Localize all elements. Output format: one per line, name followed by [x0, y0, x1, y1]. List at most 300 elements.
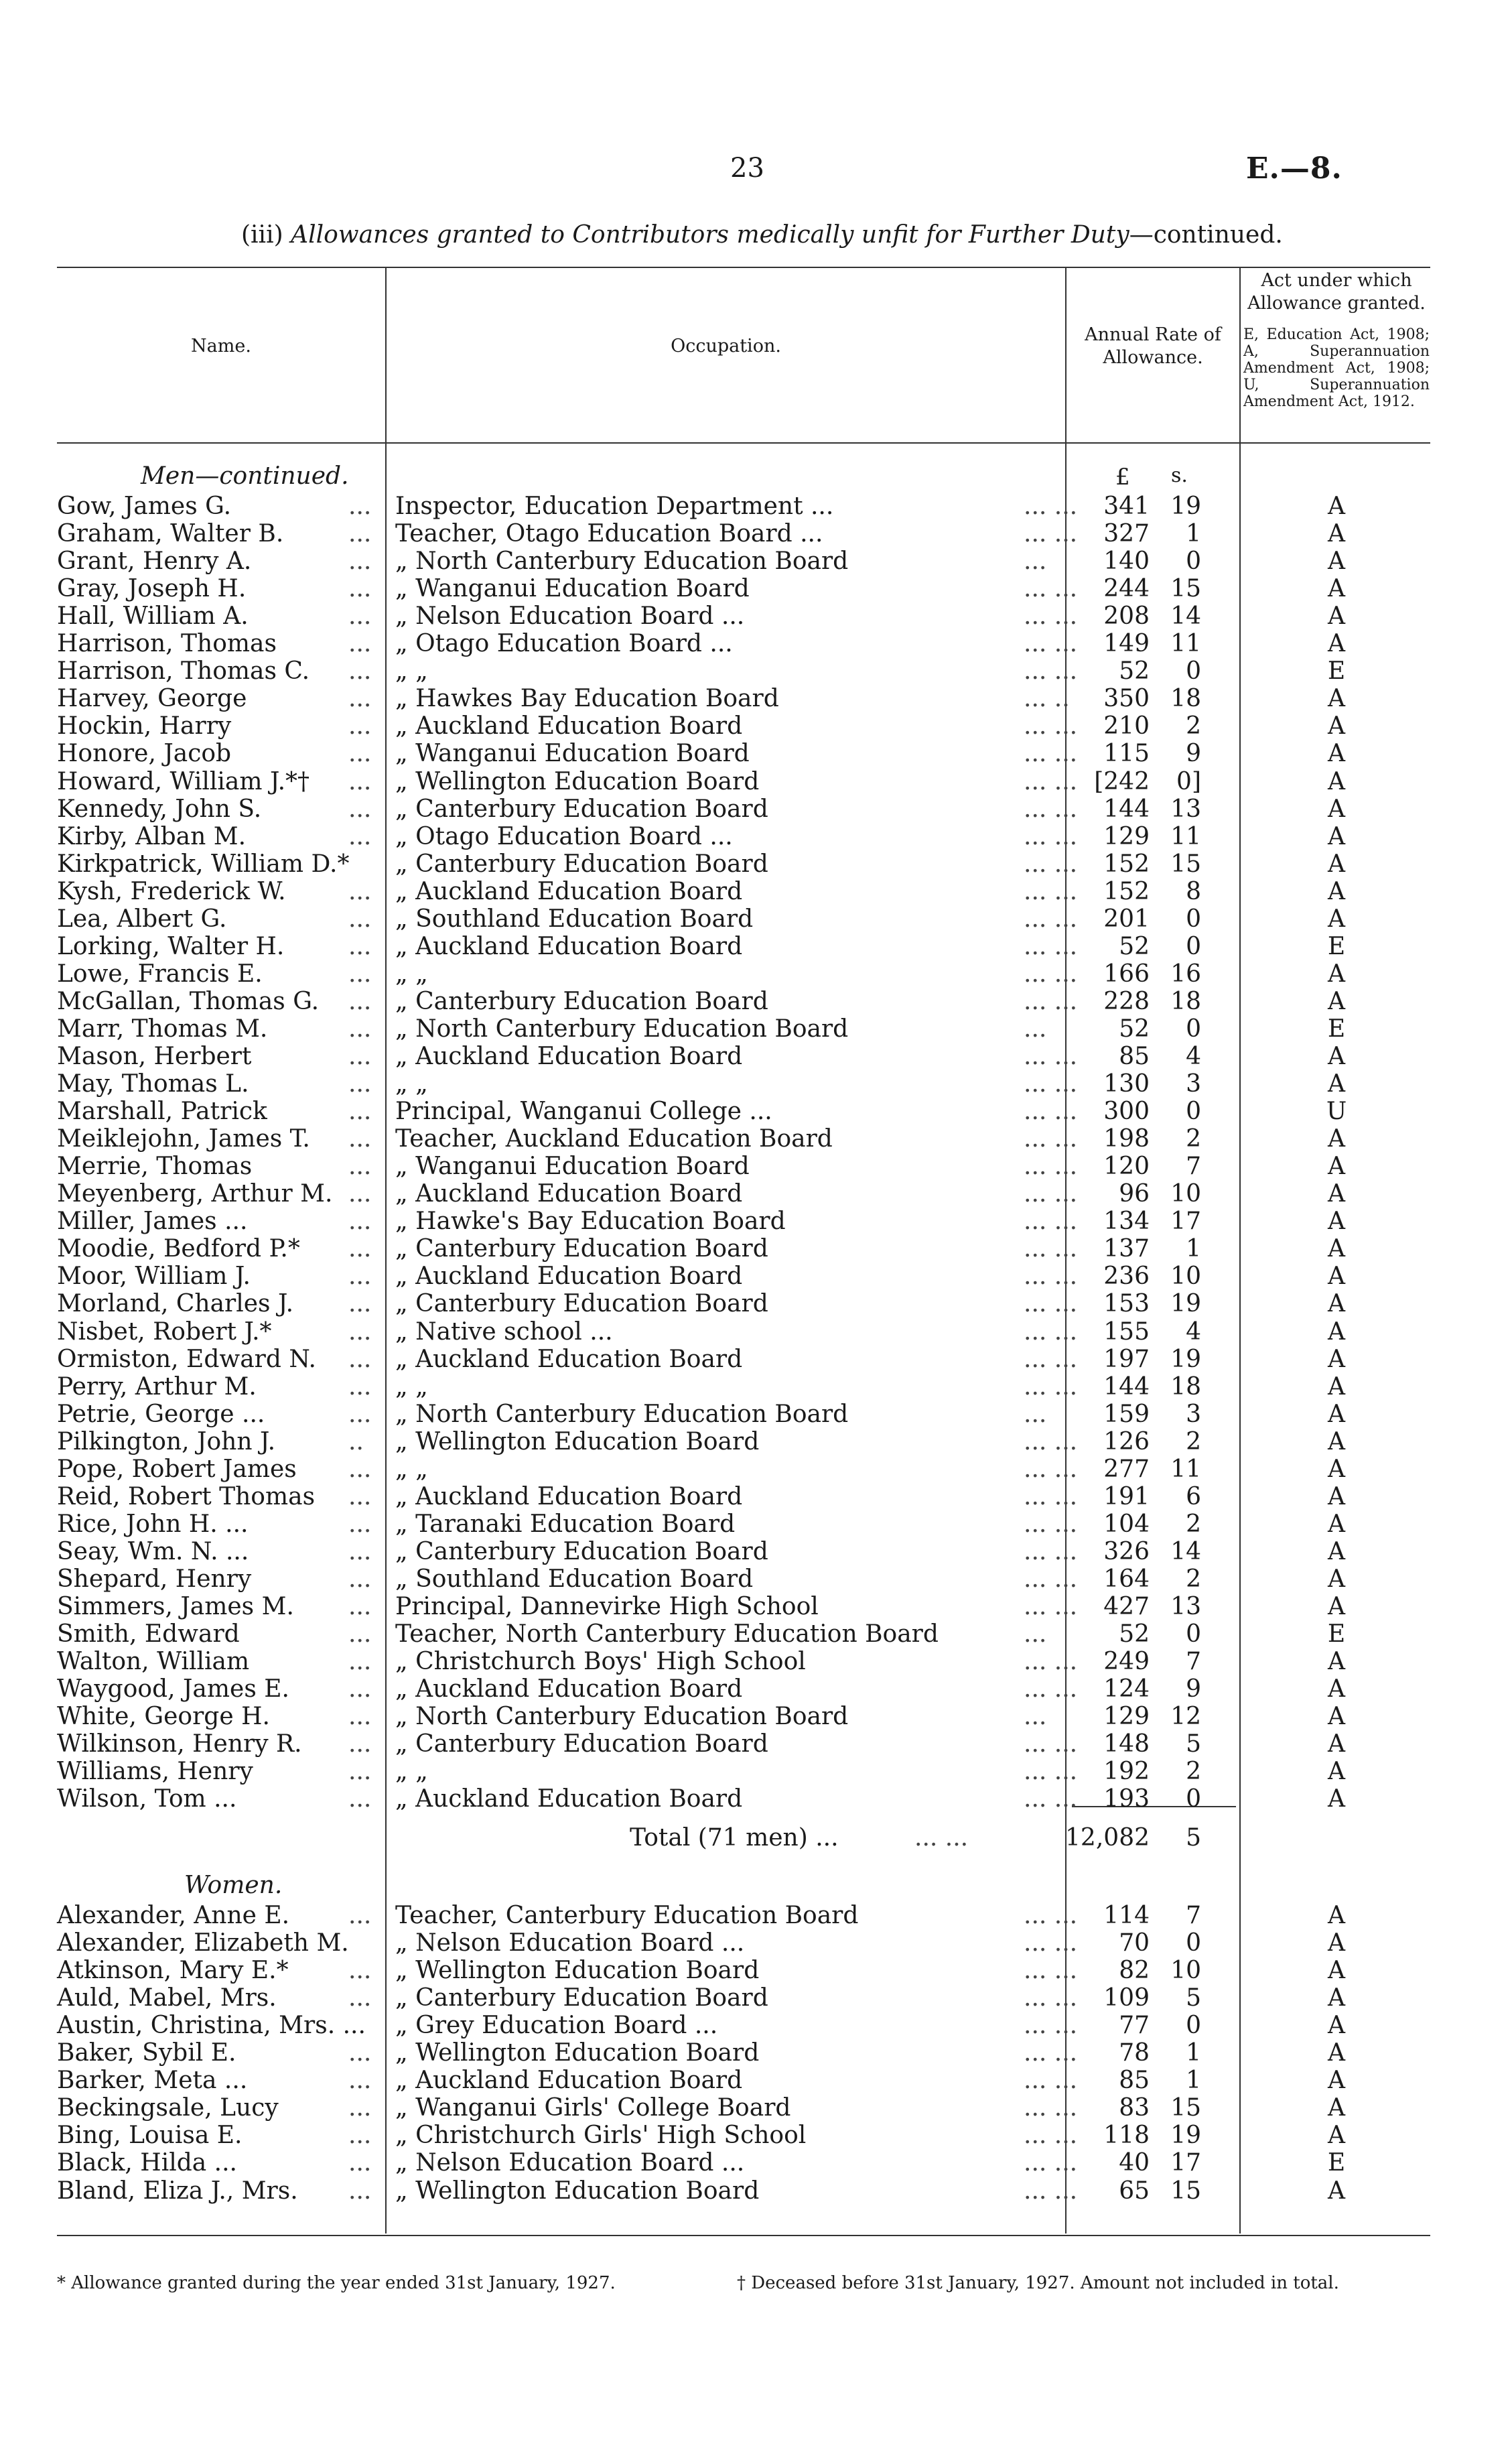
table-row: [0, 657, 1512, 685]
pounds-cell: 77: [1119, 2012, 1150, 2040]
table-row: [0, 960, 1512, 988]
leader-dots: ...: [348, 602, 372, 631]
act-cell: A: [1328, 850, 1345, 878]
name-cell: Merrie, Thomas: [57, 1153, 253, 1181]
leader-dots: ... ...: [1024, 960, 1078, 988]
table-row: [0, 850, 1512, 878]
act-cell: A: [1328, 960, 1345, 988]
name-cell: Marshall, Patrick: [57, 1098, 267, 1126]
shillings-cell: 19: [1170, 493, 1201, 520]
name-cell: Alexander, Elizabeth M.: [57, 1929, 349, 1957]
pounds-cell: 164: [1103, 1565, 1150, 1593]
act-cell: A: [1328, 1565, 1345, 1593]
leader-dots: ... ...: [1024, 1180, 1078, 1208]
leader-dots: ... ...: [1024, 740, 1078, 768]
leader-dots: ... ...: [1024, 2039, 1078, 2067]
shillings-cell: 10: [1170, 1180, 1201, 1208]
pounds-cell: 166: [1103, 960, 1150, 988]
pounds-cell: 85: [1119, 2067, 1150, 2095]
act-cell: A: [1328, 795, 1345, 823]
shillings-cell: 18: [1170, 1372, 1201, 1401]
leader-dots: ... ...: [1024, 2012, 1078, 2040]
pounds-cell: 228: [1103, 987, 1150, 1015]
shillings-cell: 8: [1186, 877, 1201, 905]
occupation-cell: „ Grey Education Board ...: [395, 2012, 718, 2040]
leader-dots: ...: [348, 1957, 372, 1985]
footnote-dagger: † Deceased before 31st January, 1927. Amount not included in total.: [737, 2273, 1339, 2293]
occupation-cell: „ Wanganui Education Board: [395, 740, 750, 768]
col-header-rate: [1067, 324, 1239, 369]
pounds-cell: 115: [1103, 740, 1150, 768]
shillings-symbol: s.: [1171, 464, 1188, 487]
name-cell: Rice, John H. ...: [57, 1510, 249, 1538]
name-cell: Reid, Robert Thomas: [57, 1482, 316, 1510]
leader-dots: ...: [348, 795, 372, 823]
name-cell: Kirkpatrick, William D.*: [57, 850, 350, 878]
act-cell: A: [1328, 712, 1345, 740]
shillings-cell: 11: [1170, 1455, 1201, 1483]
pounds-cell: 152: [1103, 877, 1150, 905]
table-row: [0, 1070, 1512, 1098]
pounds-cell: 140: [1103, 547, 1150, 576]
occupation-cell: „ Canterbury Education Board: [395, 795, 768, 823]
shillings-cell: 3: [1186, 1400, 1201, 1428]
shillings-cell: 2: [1186, 1510, 1201, 1538]
pounds-cell: 236: [1103, 1262, 1150, 1291]
act-cell: A: [1328, 1180, 1345, 1208]
occupation-cell: „ Wellington Education Board: [395, 2039, 760, 2067]
leader-dots: ... ...: [1024, 1208, 1078, 1236]
name-cell: Moor, William J.: [57, 1262, 251, 1291]
act-cell: E: [1327, 2149, 1346, 2177]
table-row: [0, 1262, 1512, 1290]
act-cell: A: [1328, 2122, 1345, 2150]
leader-dots: ...: [348, 547, 372, 576]
table-row: [0, 1235, 1512, 1262]
table-row: [0, 1703, 1512, 1730]
leader-dots: ... ...: [1024, 1235, 1078, 1263]
leader-dots: ...: [348, 1317, 372, 1346]
pounds-cell: 120: [1103, 1153, 1150, 1181]
pounds-cell: 300: [1103, 1098, 1150, 1126]
pounds-cell: 78: [1119, 2039, 1150, 2067]
leader-dots: ...: [348, 960, 372, 988]
table-row: [0, 1290, 1512, 1317]
occupation-cell: „ Auckland Education Board: [395, 1043, 743, 1070]
occupation-cell: „ Auckland Education Board: [395, 1482, 743, 1510]
shillings-cell: 1: [1186, 2067, 1201, 2095]
shillings-cell: 11: [1170, 630, 1201, 658]
act-cell: A: [1328, 1929, 1345, 1957]
leader-dots: ... ...: [1024, 520, 1078, 548]
occupation-cell: „ Canterbury Education Board: [395, 987, 768, 1015]
name-cell: Perry, Arthur M.: [57, 1372, 257, 1401]
act-cell: A: [1328, 493, 1345, 520]
act-cell: A: [1328, 1317, 1345, 1346]
act-cell: A: [1328, 575, 1345, 603]
act-cell: A: [1328, 1208, 1345, 1236]
pounds-cell: 52: [1119, 1620, 1150, 1648]
shillings-cell: 9: [1186, 1675, 1201, 1703]
leader-dots: ...: [348, 1482, 372, 1510]
shillings-cell: 2: [1186, 712, 1201, 740]
occupation-cell: „ Canterbury Education Board: [395, 1730, 768, 1758]
shillings-cell: 15: [1170, 575, 1201, 603]
occupation-cell: Inspector, Education Department ...: [395, 493, 834, 520]
pounds-cell: 129: [1103, 1703, 1150, 1731]
occupation-cell: „ Christchurch Girls' High School: [395, 2122, 807, 2150]
name-cell: Howard, William J.*†: [57, 767, 310, 795]
leader-dots: ...: [348, 575, 372, 603]
shillings-cell: 13: [1170, 795, 1201, 823]
occupation-cell: „ Auckland Education Board: [395, 1180, 743, 1208]
leader-dots: ...: [348, 1070, 372, 1098]
name-cell: Seay, Wm. N. ...: [57, 1537, 249, 1565]
name-cell: Grant, Henry A.: [57, 547, 252, 576]
table-row: [0, 1785, 1512, 1813]
shillings-cell: 0: [1186, 547, 1201, 576]
name-cell: Beckingsale, Lucy: [57, 2094, 279, 2122]
total-shillings: 5: [1186, 1824, 1201, 1852]
leader-dots: ...: [348, 1372, 372, 1401]
shillings-cell: 0: [1186, 1015, 1201, 1043]
name-cell: Marr, Thomas M.: [57, 1015, 268, 1043]
table-row: [0, 768, 1512, 795]
act-cell: A: [1328, 1153, 1345, 1181]
table-row: [0, 2122, 1512, 2149]
name-cell: Harrison, Thomas: [57, 630, 277, 658]
table-row: [0, 1098, 1512, 1125]
act-cell: A: [1328, 1510, 1345, 1538]
occupation-cell: Principal, Wanganui College ...: [395, 1098, 772, 1126]
leader-dots: ...: [348, 1125, 372, 1153]
shillings-cell: 15: [1170, 850, 1201, 878]
leader-dots: ... ...: [1024, 1593, 1078, 1620]
leader-dots: ... ...: [1024, 1427, 1078, 1455]
leader-dots: ...: [348, 1400, 372, 1428]
pounds-cell: 52: [1119, 1015, 1150, 1043]
heading-title: Allowances granted to Contributors medically unfit for Further Duty: [291, 221, 1129, 249]
occupation-cell: Teacher, North Canterbury Education Board: [395, 1620, 939, 1648]
occupation-cell: „ „: [395, 1758, 428, 1786]
occupation-cell: „ Auckland Education Board: [395, 2067, 743, 2095]
name-cell: Austin, Christina, Mrs. ...: [57, 2012, 366, 2040]
pounds-symbol: £: [1115, 464, 1130, 491]
occupation-cell: „ Auckland Education Board: [395, 932, 743, 960]
leader-dots: ... ...: [1024, 822, 1078, 850]
occupation-cell: „ North Canterbury Education Board: [395, 1703, 849, 1731]
act-cell: U: [1326, 1098, 1347, 1126]
pounds-cell: 83: [1119, 2094, 1150, 2122]
act-cell: A: [1328, 2177, 1345, 2205]
table-row: [0, 1593, 1512, 1620]
occupation-cell: „ „: [395, 1070, 428, 1098]
leader-dots: ... ...: [1024, 1565, 1078, 1593]
leader-dots: ... ...: [1024, 1262, 1078, 1291]
name-cell: Baker, Sybil E.: [57, 2039, 236, 2067]
name-cell: Morland, Charles J.: [57, 1290, 294, 1318]
leader-dots: ...: [348, 1235, 372, 1263]
leader-dots: ... ...: [1024, 1372, 1078, 1401]
leader-dots: ...: [348, 1537, 372, 1565]
leader-dots: ... ...: [1024, 1345, 1078, 1373]
pounds-cell: 191: [1103, 1482, 1150, 1510]
pounds-cell: 65: [1119, 2177, 1150, 2205]
leader-dots: ... ...: [1024, 1125, 1078, 1153]
pounds-cell: 52: [1119, 657, 1150, 686]
pounds-cell: 129: [1103, 822, 1150, 850]
occupation-cell: „ Native school ...: [395, 1317, 613, 1346]
leader-dots: ...: [348, 1620, 372, 1648]
act-cell: A: [1328, 1235, 1345, 1263]
leader-dots: ... ...: [1024, 2177, 1078, 2205]
col-header-rate-line1: Annual Rate of: [1085, 324, 1221, 345]
leader-dots: ... ...: [1024, 1537, 1078, 1565]
pounds-cell: 114: [1103, 1902, 1150, 1929]
shillings-cell: 19: [1170, 2122, 1201, 2150]
occupation-cell: „ Auckland Education Board: [395, 877, 743, 905]
name-cell: Hall, William A.: [57, 602, 249, 631]
shillings-cell: 0: [1186, 1620, 1201, 1648]
leader-dots: ...: [348, 1262, 372, 1291]
table-row: [0, 1902, 1512, 1929]
pounds-cell: 244: [1103, 575, 1150, 603]
pounds-cell: 201: [1103, 905, 1150, 933]
leader-dots: ... ...: [1024, 1648, 1078, 1676]
pounds-cell: 192: [1103, 1758, 1150, 1786]
act-cell: A: [1328, 1262, 1345, 1291]
leader-dots: ... ...: [1024, 767, 1078, 795]
table-row: [0, 1620, 1512, 1648]
table-row: [0, 712, 1512, 740]
total-dots: ... ...: [914, 1824, 969, 1852]
act-cell: E: [1327, 657, 1346, 686]
occupation-cell: „ Canterbury Education Board: [395, 1984, 768, 2012]
leader-dots: ... ...: [1024, 2094, 1078, 2122]
table-row: [0, 2039, 1512, 2067]
occupation-cell: „ Wellington Education Board: [395, 1957, 760, 1985]
leader-dots: ...: [348, 1455, 372, 1483]
leader-dots: ...: [348, 1730, 372, 1758]
shillings-cell: 2: [1186, 1427, 1201, 1455]
leader-dots: ...: [348, 905, 372, 933]
table-bottom-rule: [57, 2235, 1430, 2236]
act-cell: A: [1328, 602, 1345, 631]
leader-dots: ... ...: [1024, 1785, 1078, 1813]
occupation-cell: „ Nelson Education Board ...: [395, 2149, 745, 2177]
table-row: [0, 520, 1512, 547]
name-cell: Auld, Mabel, Mrs.: [57, 1984, 277, 2012]
act-cell: A: [1328, 1290, 1345, 1318]
shillings-cell: 1: [1186, 520, 1201, 548]
leader-dots: ...: [348, 657, 372, 686]
name-cell: Black, Hilda ...: [57, 2149, 237, 2177]
shillings-cell: 12: [1170, 1703, 1201, 1731]
act-cell: A: [1328, 1070, 1345, 1098]
act-cell: A: [1328, 547, 1345, 576]
act-cell: A: [1328, 877, 1345, 905]
name-cell: May, Thomas L.: [57, 1070, 249, 1098]
leader-dots: ...: [348, 822, 372, 850]
leader-dots: ... ...: [1024, 1290, 1078, 1318]
table-row: [0, 1984, 1512, 2012]
occupation-cell: „ Auckland Education Board: [395, 1345, 743, 1373]
table-row: [0, 905, 1512, 933]
table-row: [0, 1208, 1512, 1235]
table-row: [0, 1373, 1512, 1401]
name-cell: Lorking, Walter H.: [57, 932, 285, 960]
name-cell: Pilkington, John J.: [57, 1427, 276, 1455]
occupation-cell: Teacher, Otago Education Board ...: [395, 520, 823, 548]
leader-dots: ...: [348, 740, 372, 768]
act-cell: A: [1328, 1400, 1345, 1428]
act-cell: A: [1328, 1730, 1345, 1758]
table-row: [0, 1428, 1512, 1455]
name-cell: Gow, James G.: [57, 493, 232, 520]
occupation-cell: „ Wanganui Girls' College Board: [395, 2094, 791, 2122]
leader-dots: ... ...: [1024, 2067, 1078, 2095]
name-cell: Bland, Eliza J., Mrs.: [57, 2177, 298, 2205]
name-cell: Kysh, Frederick W.: [57, 877, 286, 905]
header-bottom-rule: [57, 442, 1430, 444]
pounds-cell: 159: [1103, 1400, 1150, 1428]
shillings-cell: 7: [1186, 1153, 1201, 1181]
occupation-cell: „ Wellington Education Board: [395, 1427, 760, 1455]
name-cell: Bing, Louisa E.: [57, 2122, 243, 2150]
leader-dots: ... ...: [1024, 1098, 1078, 1126]
leader-dots: ...: [1024, 1620, 1047, 1648]
shillings-cell: 18: [1170, 685, 1201, 713]
pounds-cell: 350: [1103, 685, 1150, 713]
act-cell: A: [1328, 987, 1345, 1015]
table-row: [0, 2177, 1512, 2205]
leader-dots: ...: [348, 630, 372, 658]
name-cell: Harvey, George: [57, 685, 247, 713]
leader-dots: ...: [348, 1984, 372, 2012]
act-cell: E: [1327, 1015, 1346, 1043]
leader-dots: ...: [1024, 1015, 1047, 1043]
act-cell: A: [1328, 1957, 1345, 1985]
leader-dots: ...: [348, 2067, 372, 2095]
name-cell: Kennedy, John S.: [57, 795, 262, 823]
leader-dots: ... ...: [1024, 575, 1078, 603]
pounds-cell: 208: [1103, 602, 1150, 631]
name-cell: Honore, Jacob: [57, 740, 232, 768]
shillings-cell: 14: [1170, 1537, 1201, 1565]
act-cell: A: [1328, 630, 1345, 658]
leader-dots: ... ...: [1024, 1758, 1078, 1786]
leader-dots: ... ...: [1024, 1455, 1078, 1483]
leader-dots: ... ...: [1024, 1730, 1078, 1758]
occupation-cell: „ Wanganui Education Board: [395, 1153, 750, 1181]
shillings-cell: 15: [1170, 2094, 1201, 2122]
act-cell: A: [1328, 740, 1345, 768]
occupation-cell: „ Otago Education Board ...: [395, 630, 733, 658]
col-header-name: Name.: [191, 336, 251, 357]
shillings-cell: 0: [1186, 1785, 1201, 1813]
shillings-cell: 16: [1170, 960, 1201, 988]
pounds-cell: 70: [1119, 1929, 1150, 1957]
leader-dots: ...: [348, 1902, 372, 1929]
shillings-cell: 0: [1186, 1929, 1201, 1957]
pounds-cell: 109: [1103, 1984, 1150, 2012]
name-cell: Graham, Walter B.: [57, 520, 284, 548]
shillings-cell: 4: [1186, 1317, 1201, 1346]
leader-dots: ...: [1024, 547, 1047, 576]
shillings-cell: 17: [1170, 1208, 1201, 1236]
leader-dots: ...: [348, 2149, 372, 2177]
leader-dots: ... ...: [1024, 1482, 1078, 1510]
act-cell: A: [1328, 1125, 1345, 1153]
act-cell: A: [1328, 1648, 1345, 1676]
act-cell: A: [1328, 1482, 1345, 1510]
occupation-cell: „ Canterbury Education Board: [395, 850, 768, 878]
name-cell: Williams, Henry: [57, 1758, 253, 1786]
leader-dots: ...: [348, 1593, 372, 1620]
pounds-cell: 118: [1103, 2122, 1150, 2150]
occupation-cell: „ Canterbury Education Board: [395, 1235, 768, 1263]
name-cell: Wilkinson, Henry R.: [57, 1730, 302, 1758]
women-section-heading: Women.: [184, 1872, 283, 1899]
leader-dots: ...: [348, 1565, 372, 1593]
leader-dots: ..: [348, 1427, 364, 1455]
occupation-cell: „ Southland Education Board: [395, 1565, 754, 1593]
occupation-cell: „ „: [395, 960, 428, 988]
table-row: [0, 2067, 1512, 2094]
leader-dots: ...: [348, 1290, 372, 1318]
shillings-cell: 2: [1186, 1125, 1201, 1153]
leader-dots: ... ...: [1024, 1957, 1078, 1985]
act-cell: A: [1328, 1758, 1345, 1786]
occupation-cell: „ Hawke's Bay Education Board: [395, 1208, 786, 1236]
shillings-cell: 10: [1170, 1957, 1201, 1985]
name-cell: Alexander, Anne E.: [57, 1902, 290, 1929]
name-cell: Harrison, Thomas C.: [57, 657, 310, 686]
table-row: [0, 988, 1512, 1015]
leader-dots: ...: [348, 932, 372, 960]
leader-dots: ... ...: [1024, 905, 1078, 933]
table-row: [0, 1510, 1512, 1538]
table-row: [0, 1125, 1512, 1153]
table-row: [0, 795, 1512, 823]
act-cell: A: [1328, 520, 1345, 548]
name-cell: Shepard, Henry: [57, 1565, 252, 1593]
leader-dots: ...: [348, 2122, 372, 2150]
name-cell: Mason, Herbert: [57, 1043, 252, 1070]
page-number: 23: [730, 153, 764, 184]
act-cell: A: [1328, 1593, 1345, 1620]
total-pounds: 12,082: [1065, 1824, 1150, 1852]
pounds-cell: 148: [1103, 1730, 1150, 1758]
pounds-cell: 82: [1119, 1957, 1150, 1985]
table-row: [0, 575, 1512, 602]
leader-dots: ...: [348, 1510, 372, 1538]
leader-dots: ...: [348, 520, 372, 548]
leader-dots: ...: [348, 712, 372, 740]
leader-dots: ...: [348, 2039, 372, 2067]
pounds-cell: 130: [1103, 1070, 1150, 1098]
table-row: [0, 1153, 1512, 1180]
occupation-cell: „ Taranaki Education Board: [395, 1510, 736, 1538]
pounds-cell: 144: [1103, 795, 1150, 823]
shillings-cell: 7: [1186, 1648, 1201, 1676]
shillings-cell: 11: [1170, 822, 1201, 850]
name-cell: Ormiston, Edward N.: [57, 1345, 316, 1373]
table-row: [0, 933, 1512, 960]
page-heading: [241, 221, 1283, 249]
act-cell: A: [1328, 1675, 1345, 1703]
shillings-cell: 0: [1186, 2012, 1201, 2040]
